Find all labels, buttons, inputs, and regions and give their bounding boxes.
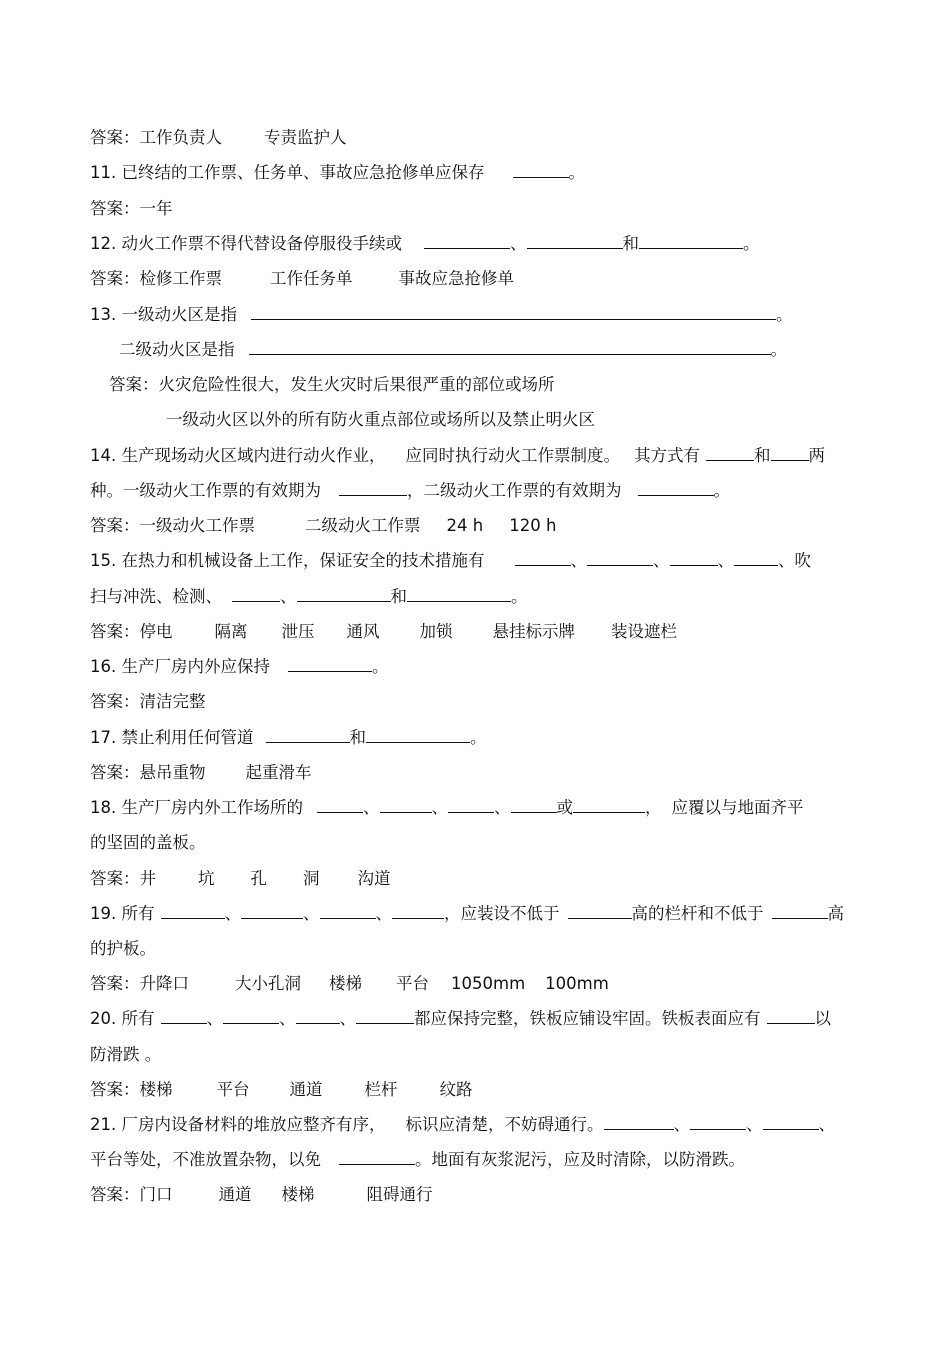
question-text: 以 [814,1009,831,1028]
answer-blank [380,797,432,813]
answer-line [90,621,677,643]
question-text: 、 [746,1115,763,1134]
answer-text: 工作任务单 [270,269,353,288]
question-19 [90,903,844,925]
question-text: 20. 所有 [90,1009,155,1028]
answer-text: 二级动火工作票 [305,516,421,535]
question-14-cont [90,480,730,502]
answer-text: 24 h [446,516,484,535]
answer-text: 答案：停电 [90,622,173,641]
answer-line [90,127,347,149]
answer-line [90,868,391,890]
question-14 [90,445,825,467]
answer-blank [527,233,623,249]
answer-blank [448,797,494,813]
answer-blank [573,797,645,813]
answer-blank [706,445,754,461]
answer-text: 隔离 [214,622,248,641]
question-text: 高 [827,904,844,923]
answer-blank [266,727,350,743]
answer-blank [771,445,809,461]
answer-text: 答案：楼梯 [90,1080,173,1099]
question-text: 平台等处，不准放置杂物，以免 [90,1150,321,1169]
answer-blank [734,550,778,566]
answer-line [90,268,514,290]
question-text: 标识应清楚，不妨碍通行。 [405,1115,604,1134]
question-13 [90,304,793,326]
question-text: 。 [372,657,389,676]
answer-blank [339,1149,415,1165]
answer-blank [241,903,303,919]
answer-line [109,374,555,396]
question-text: 和 [622,234,639,253]
question-text: 。地面有灰浆泥污，应及时清除，以防滑跌。 [415,1150,745,1169]
question-text: 的护板。 [90,939,156,958]
question-text: 。 [713,481,730,500]
answer-line [166,409,595,431]
question-text: 、 [303,904,320,923]
answer-text: 答案：一年 [90,199,173,218]
question-text: 16. 生产厂房内外应保持 [90,657,270,676]
question-text: 二级动火区是指 [119,340,235,359]
answer-blank [604,1114,674,1130]
question-text: 和 [390,587,407,606]
question-text: 和 [349,728,366,747]
answer-blank [392,903,444,919]
answer-text: 通道 [218,1185,252,1204]
answer-blank [251,304,776,320]
answer-text: 通风 [346,622,380,641]
question-text: 13. 一级动火区是指 [90,305,237,324]
question-21-cont [90,1149,745,1171]
answer-text: 加锁 [419,622,453,641]
question-text: 、 [717,551,734,570]
question-20 [90,1008,831,1030]
answer-blank [670,550,718,566]
answer-text: 专责监护人 [264,128,347,147]
answer-text: 大小孔洞 [235,974,301,993]
answer-line [90,515,556,537]
answer-blank [296,1008,340,1024]
question-text: ， [645,798,662,817]
question-11 [90,162,585,184]
answer-blank [424,233,510,249]
question-text: 。 [470,728,487,747]
question-18-cont [90,832,206,854]
answer-text: 楼梯 [281,1185,315,1204]
answer-text: 平台 [216,1080,250,1099]
question-text: 、 [431,798,448,817]
question-text: 其方式有 [634,446,700,465]
question-text: 、 [280,587,297,606]
answer-blank [366,727,470,743]
answer-line [90,1184,433,1206]
question-text: 都应保持完整，铁板应铺设牢固。铁板表面应有 [414,1009,761,1028]
answer-line [90,691,206,713]
answer-blank [356,1008,414,1024]
answer-line [90,973,609,995]
question-text: 、 [653,551,670,570]
answer-text: 1050mm [451,974,526,993]
answer-blank [511,797,557,813]
question-text: 、 [818,1115,835,1134]
question-15 [90,550,811,572]
answer-text: 悬挂标示牌 [492,622,575,641]
question-16 [90,656,389,678]
question-text: 。 [511,587,528,606]
question-text: 、 [206,1009,223,1028]
answer-text: 起重滑车 [245,763,312,782]
answer-blank [288,656,372,672]
answer-text: 答案：清洁完整 [90,692,206,711]
answer-line [90,762,312,784]
answer-text: 答案：门口 [90,1185,173,1204]
question-text: 、 [673,1115,690,1134]
question-text: 扫与冲洗、检测、 [90,587,222,606]
question-text: 21. 厂房内设备材料的堆放应整齐有序， [90,1115,386,1134]
question-text: 、 [224,904,241,923]
question-20-cont [90,1044,161,1066]
answer-blank [515,550,571,566]
answer-text: 泄压 [281,622,315,641]
answer-line [90,1079,473,1101]
answer-text: 答案：火灾危险性很大，发生火灾时后果很严重的部位或场所 [109,375,555,394]
question-text: 种。一级动火工作票的有效期为 [90,481,321,500]
answer-text: 100mm [545,974,609,993]
question-19-cont [90,938,156,960]
question-text: 、 [375,904,392,923]
question-17 [90,727,487,749]
question-text: 。 [743,234,760,253]
answer-blank [767,1008,815,1024]
answer-text: 孔 [250,869,267,888]
question-13-part2 [119,339,787,361]
answer-text: 事故应急抢修单 [398,269,514,288]
answer-text: 答案：工作负责人 [90,128,222,147]
question-15-cont [90,586,528,608]
question-text: 、 [363,798,380,817]
answer-text: 答案：井 [90,869,156,888]
answer-text: 楼梯 [329,974,362,993]
answer-blank [513,162,569,178]
answer-blank [223,1008,279,1024]
answer-blank [763,1114,819,1130]
answer-blank [161,903,225,919]
answer-text: 平台 [396,974,429,993]
answer-blank [639,233,743,249]
question-text: 应覆以与地面齐平 [671,798,804,817]
question-18 [90,797,804,819]
answer-text: 纹路 [439,1080,473,1099]
question-text: 。 [776,305,793,324]
answer-text: 洞 [303,869,320,888]
question-text: 。 [568,163,585,182]
question-text: 、 [339,1009,356,1028]
answer-blank [568,903,632,919]
answer-blank [297,586,391,602]
question-text: 、 [510,234,527,253]
question-text: ，应装设不低于 [444,904,560,923]
answer-text: 答案：悬吊重物 [90,763,206,782]
answer-blank [161,1008,207,1024]
question-text: 的坚固的盖板。 [90,833,206,852]
question-text: ，二级动火工作票的有效期为 [407,481,622,500]
answer-blank [339,480,407,496]
answer-blank [638,480,714,496]
answer-text: 一级动火区以外的所有防火重点部位或场所以及禁止明火区 [166,410,595,429]
question-12 [90,233,760,255]
answer-blank [407,586,511,602]
question-text: 12. 动火工作票不得代替设备停服役手续或 [90,234,402,253]
question-text: 和 [754,446,771,465]
answer-blank [587,550,653,566]
question-text: 应同时执行动火工作票制度。 [405,446,620,465]
answer-blank [320,903,376,919]
answer-text: 坑 [198,869,215,888]
answer-text: 120 h [509,516,557,535]
answer-text: 通道 [289,1080,323,1099]
answer-text: 沟道 [357,869,391,888]
question-text: 两 [808,446,825,465]
answer-blank [317,797,363,813]
question-21 [90,1114,835,1136]
question-text: 高的栏杆和不低于 [631,904,764,923]
question-text: 19. 所有 [90,904,155,923]
answer-text: 装设遮栏 [611,622,677,641]
question-text: 、 [570,551,587,570]
answer-text: 栏杆 [364,1080,398,1099]
answer-text: 答案：一级动火工作票 [90,516,255,535]
question-text: 、吹 [778,551,811,570]
answer-text: 阻碍通行 [366,1185,433,1204]
answer-blank [232,586,280,602]
question-text: 或 [556,798,573,817]
question-text: 、 [494,798,511,817]
question-text: 15. 在热力和机械设备上工作，保证安全的技术措施有 [90,551,485,570]
answer-text: 答案：升降口 [90,974,189,993]
answer-text: 答案：检修工作票 [90,269,222,288]
question-text: 18. 生产厂房内外工作场所的 [90,798,303,817]
question-text: 17. 禁止利用任何管道 [90,728,254,747]
answer-blank [772,903,828,919]
answer-blank [690,1114,746,1130]
question-text: 。 [770,340,787,359]
answer-line [90,198,173,220]
answer-blank [249,339,771,355]
question-text: 14. 生产现场动火区域内进行动火作业， [90,446,386,465]
question-text: 11. 已终结的工作票、任务单、事故应急抢修单应保存 [90,163,485,182]
question-text: 防滑跌 。 [90,1045,162,1064]
question-text: 、 [279,1009,296,1028]
